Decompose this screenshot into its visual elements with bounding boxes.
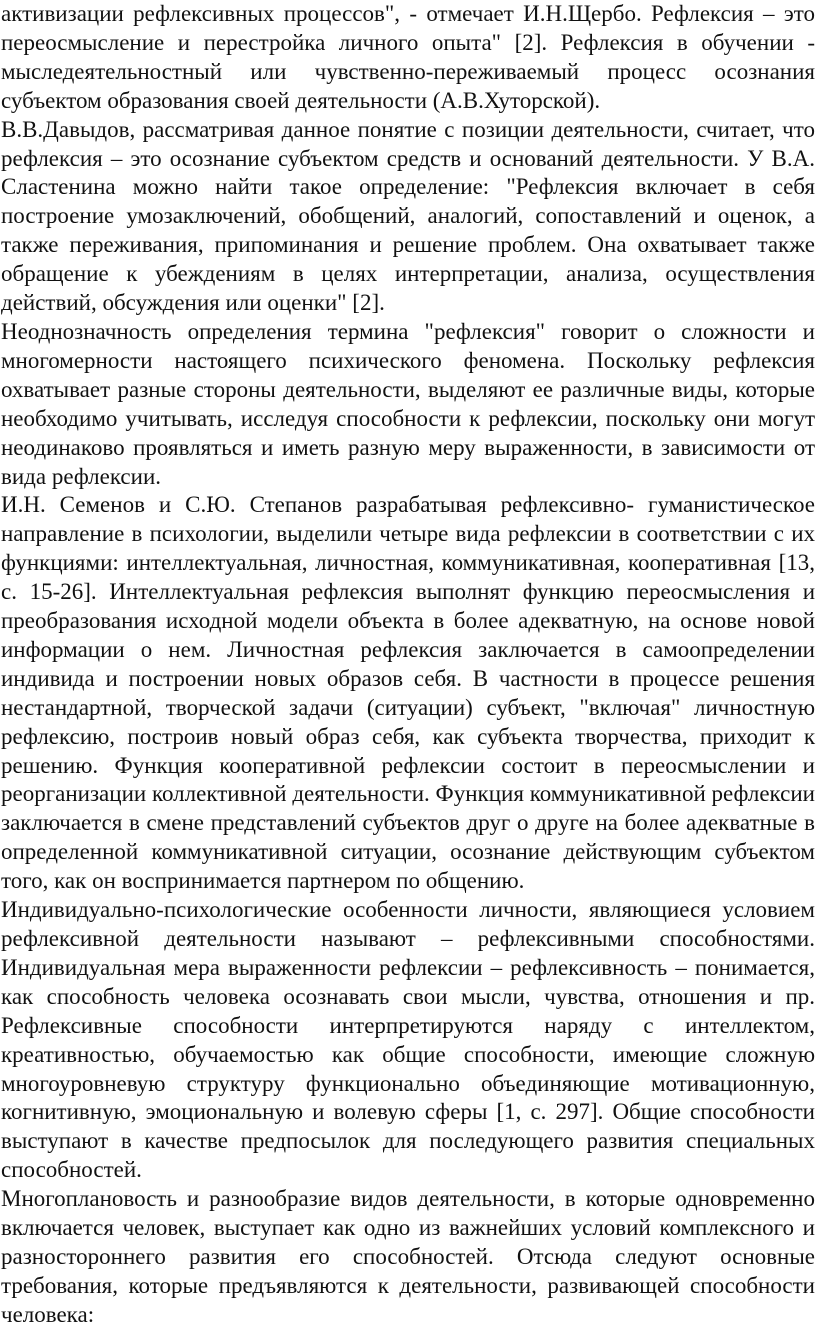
paragraph-term-ambiguity: Неоднозначность определения термина "рефлексия" говорит о сложности и многомерности настоящего психического феномена. Поскольку рефлексия охватывает разные стороны деятельности, выделяют ее различные виды, которые необходимо учитывать, исследуя способности к рефлексии, поскольку они могут неодинаково проявляться и иметь разную меру выраженности, в зависимости от вида рефлексии. — [1, 318, 815, 489]
paragraph-reflection-definition: активизации рефлексивных процессов", - отмечает И.Н.Щербо. Рефлексия – это переосмысление и перестройка личного опыта" [2]. Рефлексия в обучении - мыследеятельностный или чувственно-переживаемый процесс осознания субъектом образования своей деятельности (А.В.Хуторской). — [1, 1, 815, 113]
paragraph-davydov-slastenin: В.В.Давыдов, рассматривая данное понятие с позиции деятельности, считает, что рефлексия – это осознание субъектом средств и оснований деятельности. У В.А. Сластенина можно найти такое определение: "Рефлексия включает в себя построение умозаключений, обобщений, аналогий, сопоставлений и оценок, а также переживания, припоминания и решение проблем. Она охватывает также обращение к убеждениям в целях интерпретации, анализа, осуществления действий, обсуждения или оценки" [2]. — [1, 116, 815, 316]
paragraph-reflection-types: И.Н. Семенов и С.Ю. Степанов разрабатывая рефлексивно- гуманистическое направление в психологии, выделили четыре вида рефлексии в соответствии с их функциями: интеллектуальная, личностная, коммуникативная, кооперативная [13, с. 15-26]. Интеллектуальная рефлексия выполнят функцию переосмысления и преобразования исходной модели объекта в более адекватную, на основе новой информации о нем. Личностная рефлексия заключается в самоопределении индивида и построении новых образов себя. В частности в процессе решения нестандартной, творческой задачи (ситуации) субъект, "включая" личностную рефлексию, построив новый образ себя, как субъекта творчества, приходит к решению. Функция кооперативной рефлексии состоит в переосмыслении и реорганизации коллективной деятельности. Функция коммуникативной рефлексии заключается в смене представлений субъектов друг о друге на более адекватные в определенной коммуникативной ситуации, осознание действующим субъектом того, как он воспринимается партнером по общению. — [1, 492, 815, 894]
paragraph-activity-requirements: Многоплановость и разнообразие видов деятельности, в которые одновременно включается человек, выступает как одно из важнейших условий комплексного и разностороннего развития его способностей. Отсюда следуют основные требования, которые предъявляются к деятельности, развивающей способности человека: — [1, 1186, 815, 1327]
paragraph-reflective-abilities: Индивидуально-психологические особенности личности, являющиеся условием рефлексивной деятельности называют – рефлексивными способностями. Индивидуальная мера выраженности рефлексии – рефлексивность – понимается, как способность человека осознавать свои мысли, чувства, отношения и пр. Рефлексивные способности интерпретируются наряду с интеллектом, креативностью, обучаемостью как общие способности, имеющие сложную многоуровневую структуру функционально объединяющие мотивационную, когнитивную, эмоциональную и волевую сферы [1, с. 297]. Общие способности выступают в качестве предпосылок для последующего развития специальных способностей. — [1, 897, 815, 1183]
